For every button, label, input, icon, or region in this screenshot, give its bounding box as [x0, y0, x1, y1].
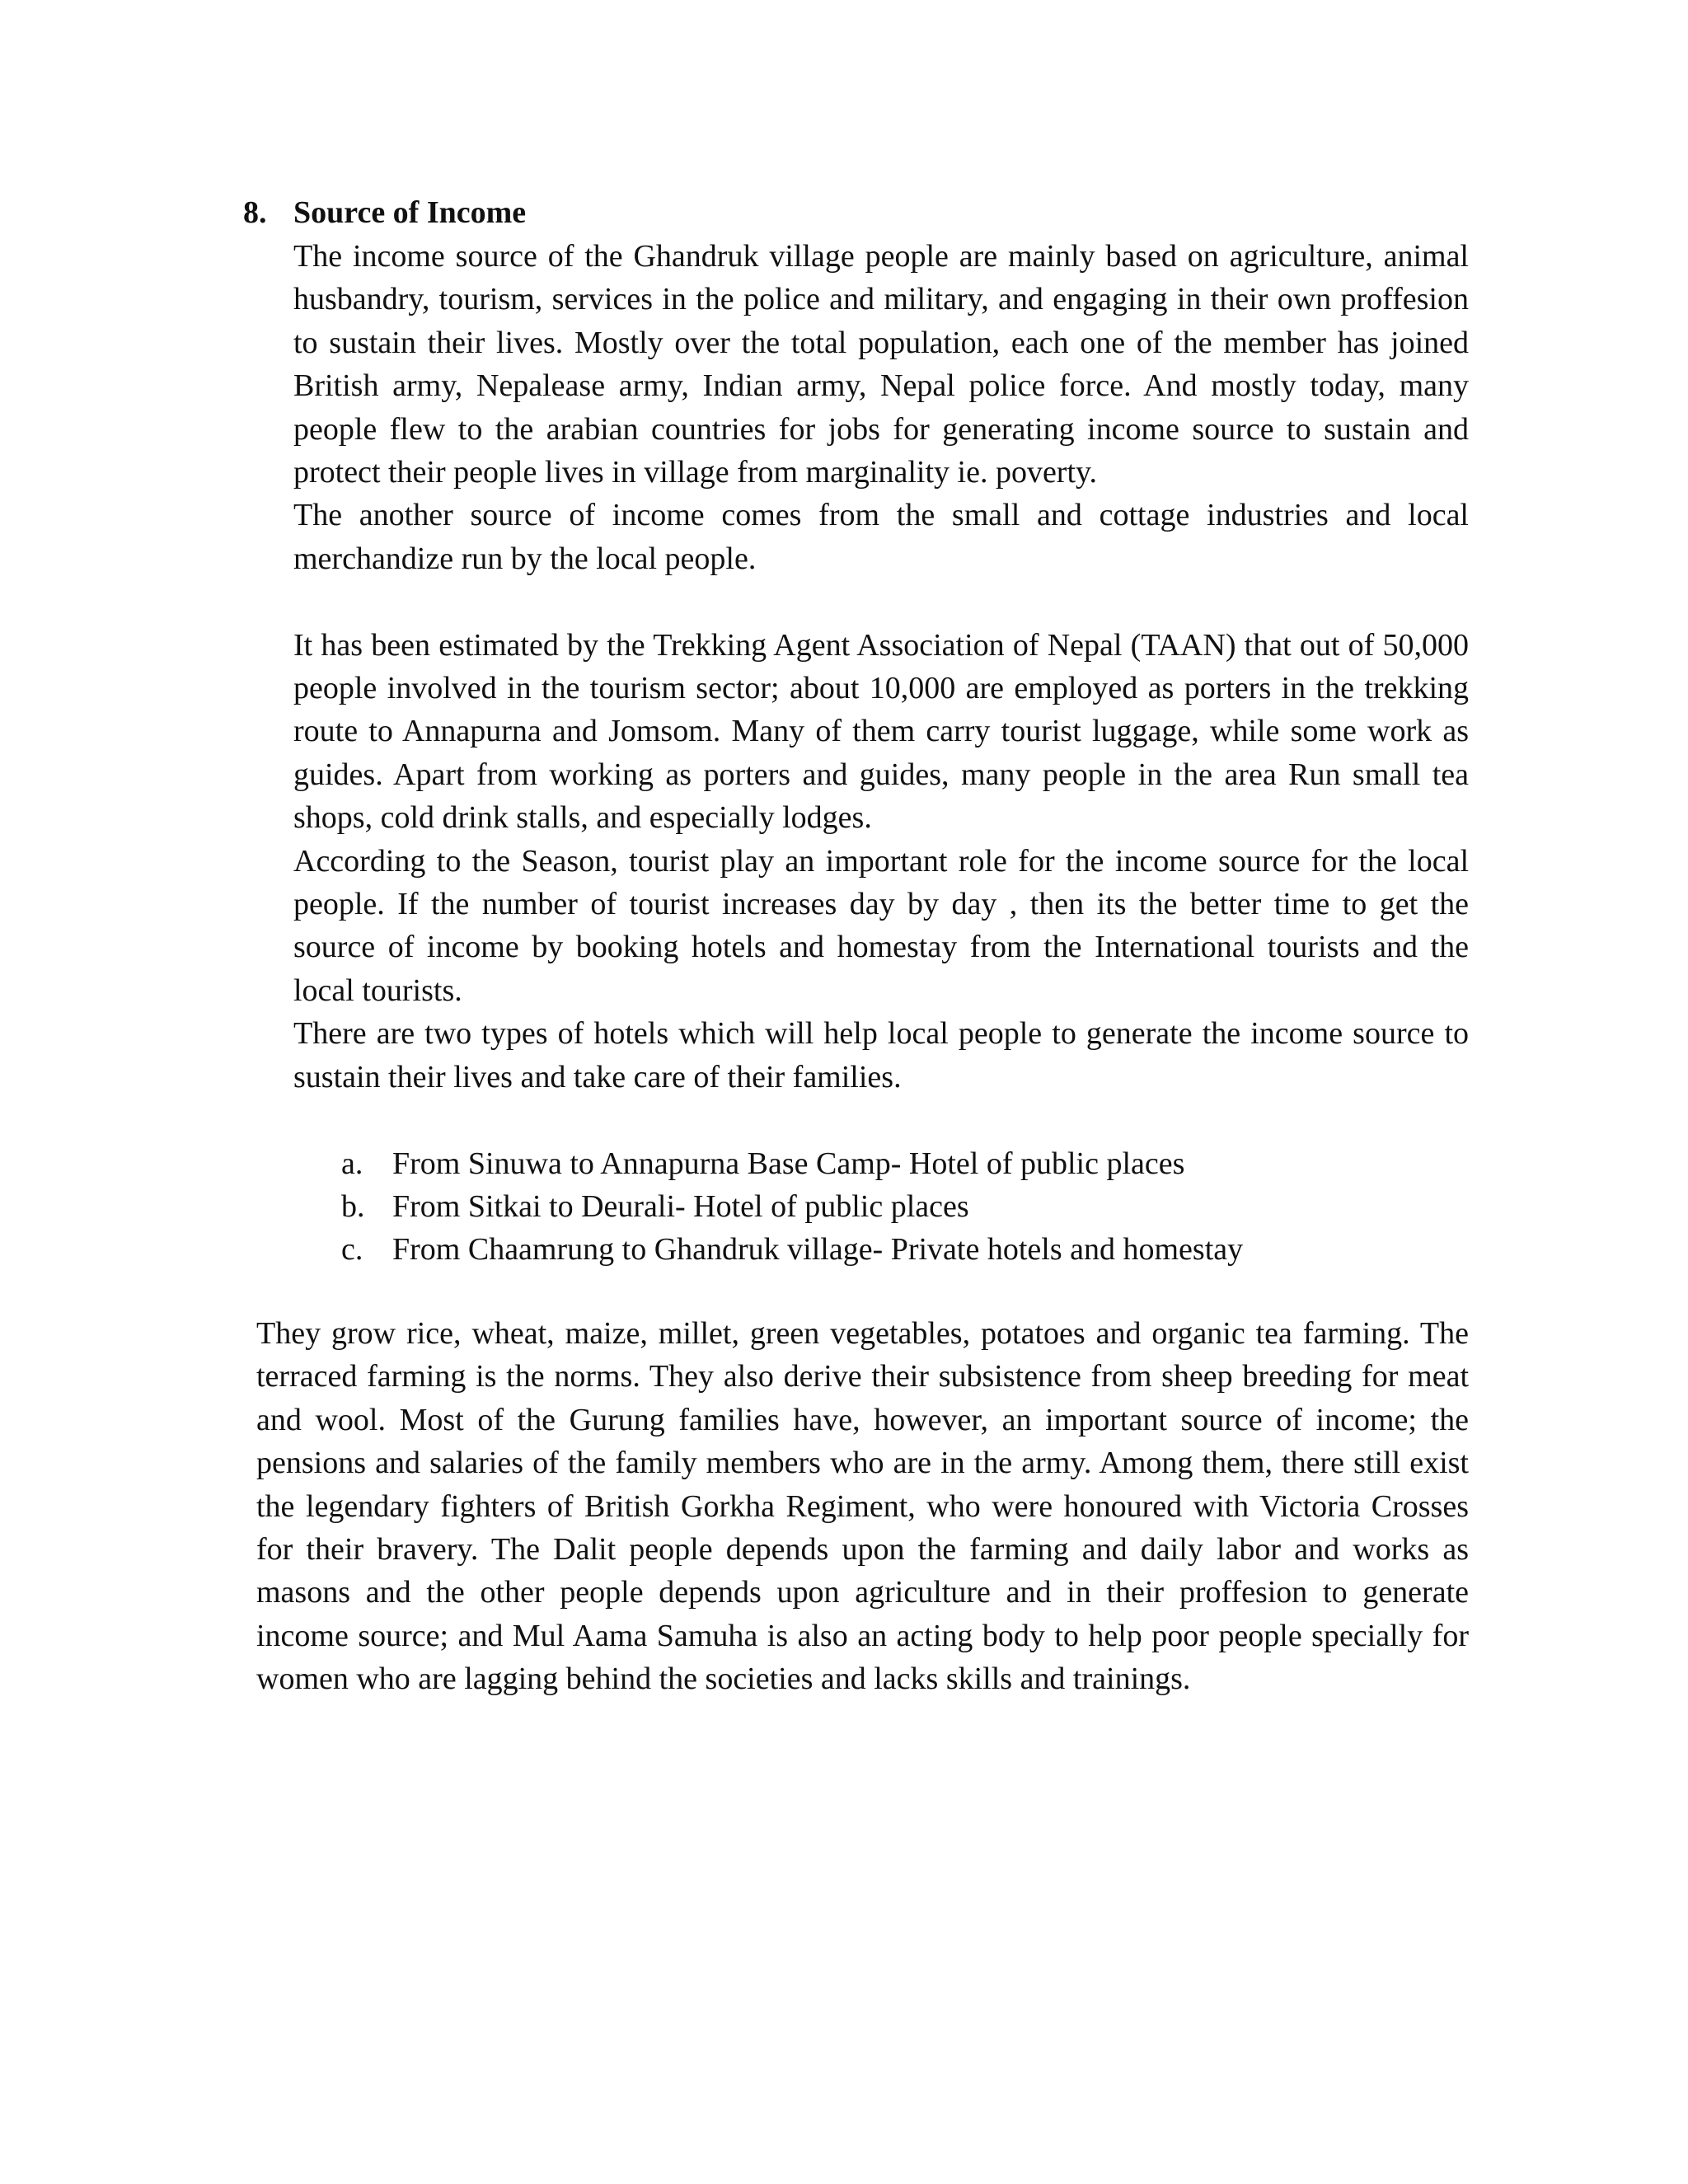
section-body — [293, 235, 1469, 1272]
list-marker: b. — [341, 1188, 365, 1224]
section-heading — [243, 191, 1479, 234]
paragraph-season-tourism: According to the Season, tourist play an important role for the income source for the local people. If the number of tourist increases day by day , then its the better time to get the source of income by booking hotels and homestay from the International tourists and the local tourists. — [293, 843, 1469, 1008]
list-item-text: From Sinuwa to Annapurna Base Camp- Hotel of public places — [392, 1146, 1185, 1181]
paragraph-income-overview: The income source of the Ghandruk village people are mainly based on agriculture, animal husbandry, tourism, services in the police and military, and engaging in their own proffesion to sustain their lives. Mostly over the total population, each one of the member has joined British army, Nepalease army, Indian army, Nepal police force. And mostly today, many people flew to the arabian countries for jobs for generating income source to sustain and protect their people lives in village from marginality ie. poverty. — [293, 239, 1469, 490]
list-marker: c. — [341, 1232, 363, 1268]
section-number: 8. — [243, 195, 267, 230]
paragraph-farming-livelihood: They grow rice, wheat, maize, millet, green vegetables, potatoes and organic tea farming. The terraced farming is the norms. They also derive their subsistence from sheep breeding for meat and wool. Most of the Gurung families have, however, an important source of income; the pensions and salaries of the family members who are in the army. Among them, there still exist the legendary fighters of British Gorkha Regiment, who were honoured with Victoria Crosses for their bravery. The Dalit people depends upon the farming and daily labor and works as masons and the other people depends upon agriculture and in their proffesion to generate income source; and Mul Aama Samuha is also an acting body to help poor people specially for women who are lagging behind the societies and lacks skills and trainings. — [256, 1316, 1469, 1697]
paragraph-hotel-types: There are two types of hotels which will help local people to generate the income source to sustain their lives and take care of their families. — [293, 1016, 1469, 1094]
list-item-text: From Chaamrung to Ghandruk village- Private hotels and homestay — [392, 1232, 1244, 1268]
paragraph-taan-estimate: It has been estimated by the Trekking Agent Association of Nepal (TAAN) that out of 50,000 people involved in the tourism sector; about 10,000 are employed as porters in the trekking route to Annapurna and Jomsom. Many of them carry tourist luggage, while some work as guides. Apart from working as porters and guides, many people in the area Run small tea shops, cold drink stalls, and especially lodges. — [293, 627, 1469, 836]
section-title: Source of Income — [293, 195, 527, 230]
list-item — [293, 1185, 1469, 1228]
list-item-text: From Sitkai to Deurali- Hotel of public places — [392, 1188, 969, 1224]
paragraph-cottage-industries: The another source of income comes from the small and cottage industries and local merchandize run by the local people. — [293, 498, 1469, 576]
list-item — [293, 1228, 1469, 1271]
list-marker: a. — [341, 1146, 363, 1181]
hotel-route-list — [293, 1142, 1469, 1272]
list-item — [293, 1142, 1469, 1185]
